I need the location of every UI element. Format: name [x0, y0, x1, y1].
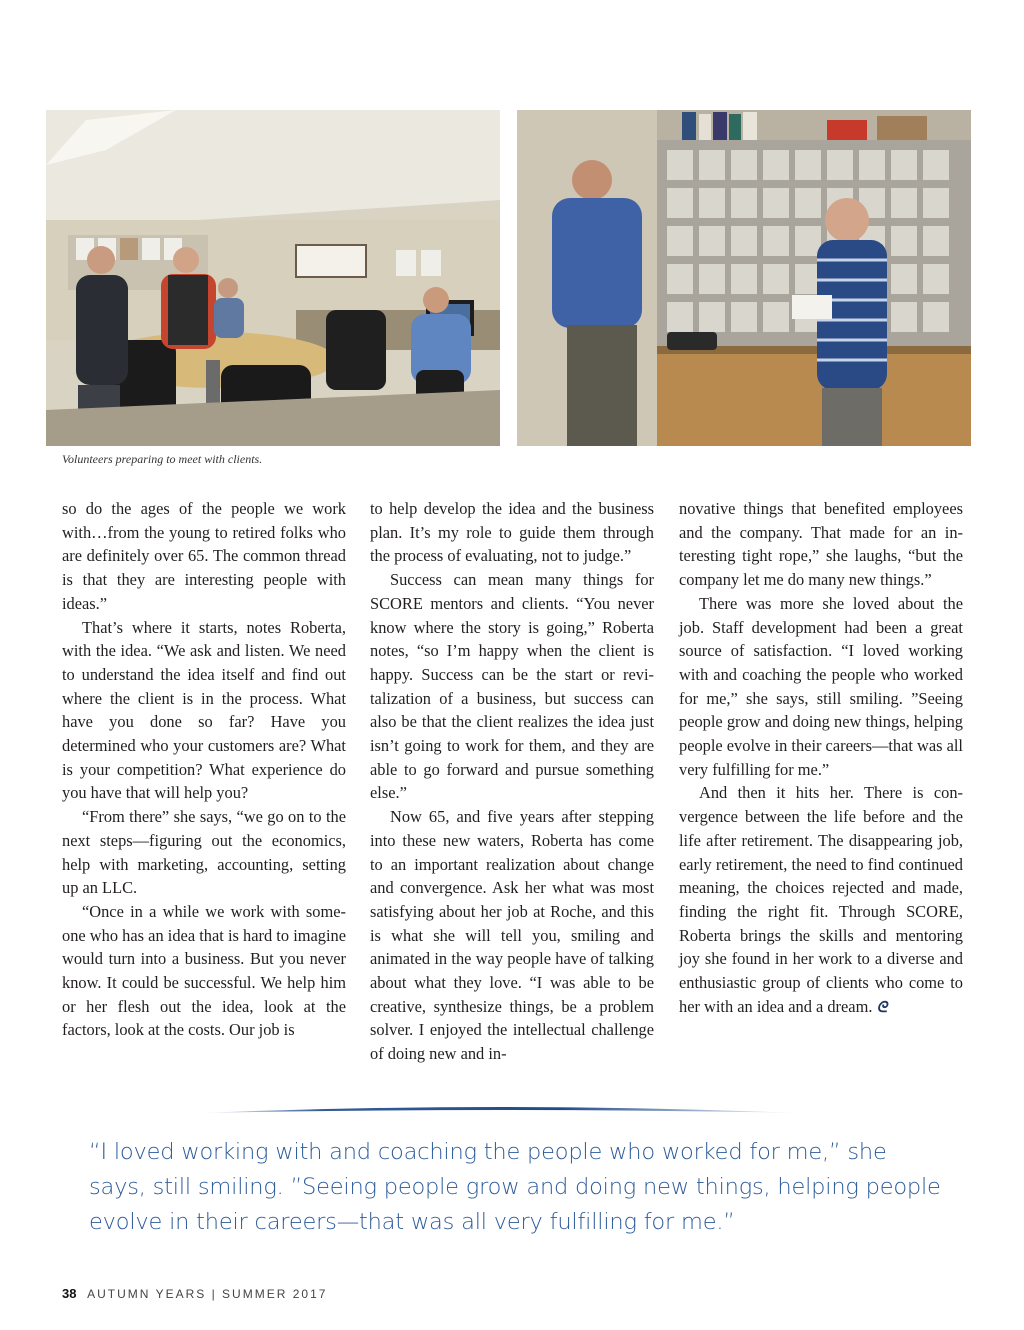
paragraph: “Once in a while we work with someone who has an idea that is hard to imagine would turn into a business. But you never know. It could be successful. We help him or her flesh out the idea, look at the factors, look at the costs. Our job is	[62, 901, 346, 1040]
decorative-swoosh-rule	[200, 1103, 800, 1117]
paragraph: Success can mean many things for SCORE mentors and clients. “You never know where the story is going,” Roberta notes, “so I’m happy when the client is happy. Success can be the start or revitalization of a business, but success can also be that the client realizes the idea just isn’t going to work for them, and they are able to go forward and pursue something else.”	[370, 570, 654, 803]
page-footer	[62, 1286, 327, 1301]
paragraph: Now 65, and five years after stepping into these new waters, Roberta has come to an important realization about change and convergence. Ask her what was most satisfying about her job at Roche, and this is what she will tell you, smiling and animated in the way people have of talking about what they love. “I was able to be creative, synthesize things, be a problem solver. I enjoyed the intellectual challenge of doing new and in-	[370, 807, 654, 1064]
paragraph: to help develop the idea and the business plan. It’s my role to guide them through the process of evaluating, not to judge.”	[370, 499, 654, 566]
paragraph-final	[679, 781, 963, 1020]
publication-name: AUTUMN YEARS | SUMMER 2017	[87, 1287, 328, 1301]
text-column-3	[679, 497, 963, 1020]
end-mark-icon: ᘓ	[876, 999, 888, 1016]
text-column-1	[62, 497, 346, 1042]
photo-volunteers-office	[46, 110, 500, 446]
photo-caption: Volunteers preparing to meet with clients.	[62, 452, 263, 466]
paragraph: There was more she loved about the job. Staff development had been a great source of satisfaction. “I loved working with and coaching the people who worked for me,” she says, still smiling. ”Seeing people grow and doing new things, helping people evolve in their careers—that was all very fulfilling for me.”	[679, 593, 963, 779]
paragraph: “From there” she says, “we go on to the next steps—figuring out the economics, help with marketing, accounting, setting up an LLC.	[62, 807, 346, 898]
page-number: 38	[62, 1286, 77, 1301]
text-column-2	[370, 497, 654, 1066]
paragraph: novative things that benefited employees and the company. That made for an interesting tight rope,” she laughs, “but the company let me do many new things.”	[679, 499, 963, 590]
paragraph-text: And then it hits her. There is convergence between the life before and the life after retirement. The disappearing job, early retirement, the need to find continued meaning, the choices rejected and made, finding the right fit. Through SCORE, Roberta brings the skills and mentoring joy she found in her work to a diverse and enthusiastic group of clients who come to her with an idea and a dream.	[679, 783, 963, 1016]
pull-quote: “I loved working with and coaching the people who worked for me,” she says, still smiling. ”Seeing people grow and doing new things, helping people evolve in their careers—that was all very fulfilling for me.”	[89, 1139, 941, 1235]
photo-mailroom	[517, 110, 971, 446]
paragraph: so do the ages of the people we work with…from the young to retired folks who are definitely over 65. The common thread is that they are interesting people with ideas.”	[62, 499, 346, 613]
paragraph: That’s where it starts, notes Roberta, with the idea. “We ask and listen. We need to understand the idea itself and find out where the client is in the process. What have you done so far? Have you determined who your customers are? What is your competition? What experience do you have that will help you?	[62, 617, 346, 803]
